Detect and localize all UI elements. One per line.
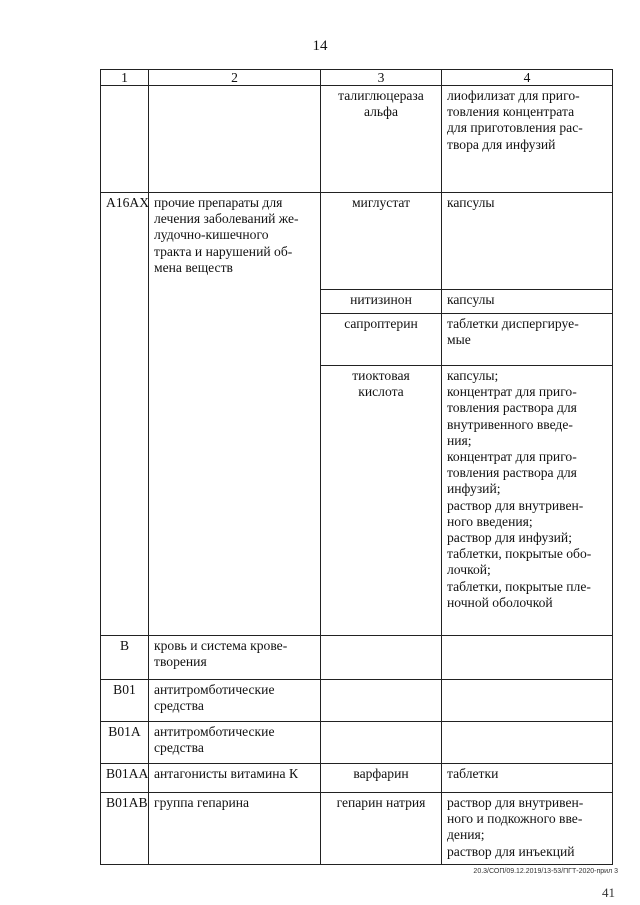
header-col-3: 3	[321, 70, 442, 86]
table-row	[101, 86, 613, 193]
table-row	[101, 764, 613, 793]
dosage-form-cell	[442, 86, 613, 193]
group-name-cell: группа гепарина	[149, 793, 321, 865]
group-name-cell	[149, 636, 321, 680]
dosage-form-cell	[442, 636, 613, 680]
table-header-row	[101, 70, 613, 86]
cell-line: талиглюцераза	[338, 88, 424, 103]
atc-code-cell: B01AA	[101, 764, 149, 793]
cell-line: дения;	[447, 827, 485, 843]
dosage-form-cell	[442, 722, 613, 764]
cell-line: прочие препараты для	[154, 195, 283, 210]
dosage-form-cell: таблетки	[442, 764, 613, 793]
group-name-cell	[149, 680, 321, 722]
cell-line: ночной оболочкой	[447, 594, 553, 610]
atc-code-cell: B01A	[101, 722, 149, 764]
drug-name-cell	[321, 366, 442, 636]
cell-line: антитромботические	[154, 682, 275, 697]
group-name-cell	[149, 193, 321, 636]
cell-line: лудочно-кишечного	[154, 227, 269, 243]
cell-line: средства	[154, 698, 204, 714]
drug-name-cell: нитизинон	[321, 290, 442, 314]
drug-name-cell	[321, 722, 442, 764]
footer-page-number: 41	[602, 885, 615, 900]
cell-line: раствор для внутривен-	[447, 497, 584, 513]
cell-line: мые	[447, 332, 471, 348]
cell-line: лечения заболеваний же-	[154, 211, 299, 227]
table-row	[101, 636, 613, 680]
cell-line: средства	[154, 740, 204, 756]
atc-code-cell	[101, 86, 149, 193]
cell-line: капсулы;	[447, 368, 499, 383]
cell-line: концентрат для приго-	[447, 449, 577, 465]
drug-name-cell	[321, 680, 442, 722]
cell-line: кровь и система крове-	[154, 638, 288, 653]
dosage-form-cell: капсулы	[442, 290, 613, 314]
cell-line: альфа	[364, 104, 398, 120]
cell-line: раствор для инъекций	[447, 843, 575, 859]
cell-line: ного введения;	[447, 513, 533, 529]
dosage-form-cell	[442, 314, 613, 366]
cell-line: товления раствора для	[447, 400, 577, 416]
drug-name-cell	[321, 86, 442, 193]
drug-name-cell: миглустат	[321, 193, 442, 290]
drug-classification-table	[100, 69, 613, 865]
cell-line: таблетки, покрытые пле-	[447, 578, 591, 594]
table-row	[101, 680, 613, 722]
header-col-1: 1	[101, 70, 149, 86]
cell-line: инфузий;	[447, 481, 501, 497]
drug-name-cell: варфарин	[321, 764, 442, 793]
atc-code-cell: B01AB	[101, 793, 149, 865]
cell-line: таблетки диспергируе-	[447, 316, 579, 331]
cell-line: раствор для внутривен-	[447, 795, 584, 810]
dosage-form-cell	[442, 793, 613, 865]
cell-line: тиоктовая	[352, 368, 410, 383]
header-col-2: 2	[149, 70, 321, 86]
atc-code-cell: B	[101, 636, 149, 680]
cell-line: ного и подкожного вве-	[447, 811, 583, 827]
group-name-cell	[149, 86, 321, 193]
group-name-cell	[149, 722, 321, 764]
cell-line: лиофилизат для приго-	[447, 88, 580, 103]
group-name-cell: антагонисты витамина К	[149, 764, 321, 793]
page-number: 14	[312, 38, 328, 54]
table-row	[101, 793, 613, 865]
cell-line: концентрат для приго-	[447, 384, 577, 400]
cell-line: лочкой;	[447, 562, 491, 578]
atc-code-cell: B01	[101, 680, 149, 722]
drug-name-cell: гепарин натрия	[321, 793, 442, 865]
dosage-form-cell	[442, 366, 613, 636]
dosage-form-cell	[442, 680, 613, 722]
cell-line: кислота	[358, 384, 404, 400]
footer-stamp: 20.3/СОП/09.12.2019/13-53/ПГТ-2020-прил 3	[473, 868, 618, 875]
dosage-form-cell: капсулы	[442, 193, 613, 290]
cell-line: антитромботические	[154, 724, 275, 739]
cell-line: товления концентрата	[447, 104, 575, 120]
cell-line: раствор для инфузий;	[447, 530, 572, 546]
cell-line: таблетки, покрытые обо-	[447, 546, 592, 562]
cell-line: внутривенного введе-	[447, 416, 573, 432]
header-col-4: 4	[442, 70, 613, 86]
drug-name-cell: сапроптерин	[321, 314, 442, 366]
atc-code-cell: A16AX	[101, 193, 149, 636]
cell-line: мена веществ	[154, 259, 233, 275]
drug-name-cell	[321, 636, 442, 680]
table-row	[101, 722, 613, 764]
cell-line: творения	[154, 654, 207, 670]
cell-line: тракта и нарушений об-	[154, 243, 293, 259]
cell-line: для приготовления рас-	[447, 120, 583, 136]
cell-line: товления раствора для	[447, 465, 577, 481]
cell-line: ния;	[447, 432, 472, 448]
cell-line: твора для инфузий	[447, 136, 556, 152]
table-row	[101, 193, 613, 290]
